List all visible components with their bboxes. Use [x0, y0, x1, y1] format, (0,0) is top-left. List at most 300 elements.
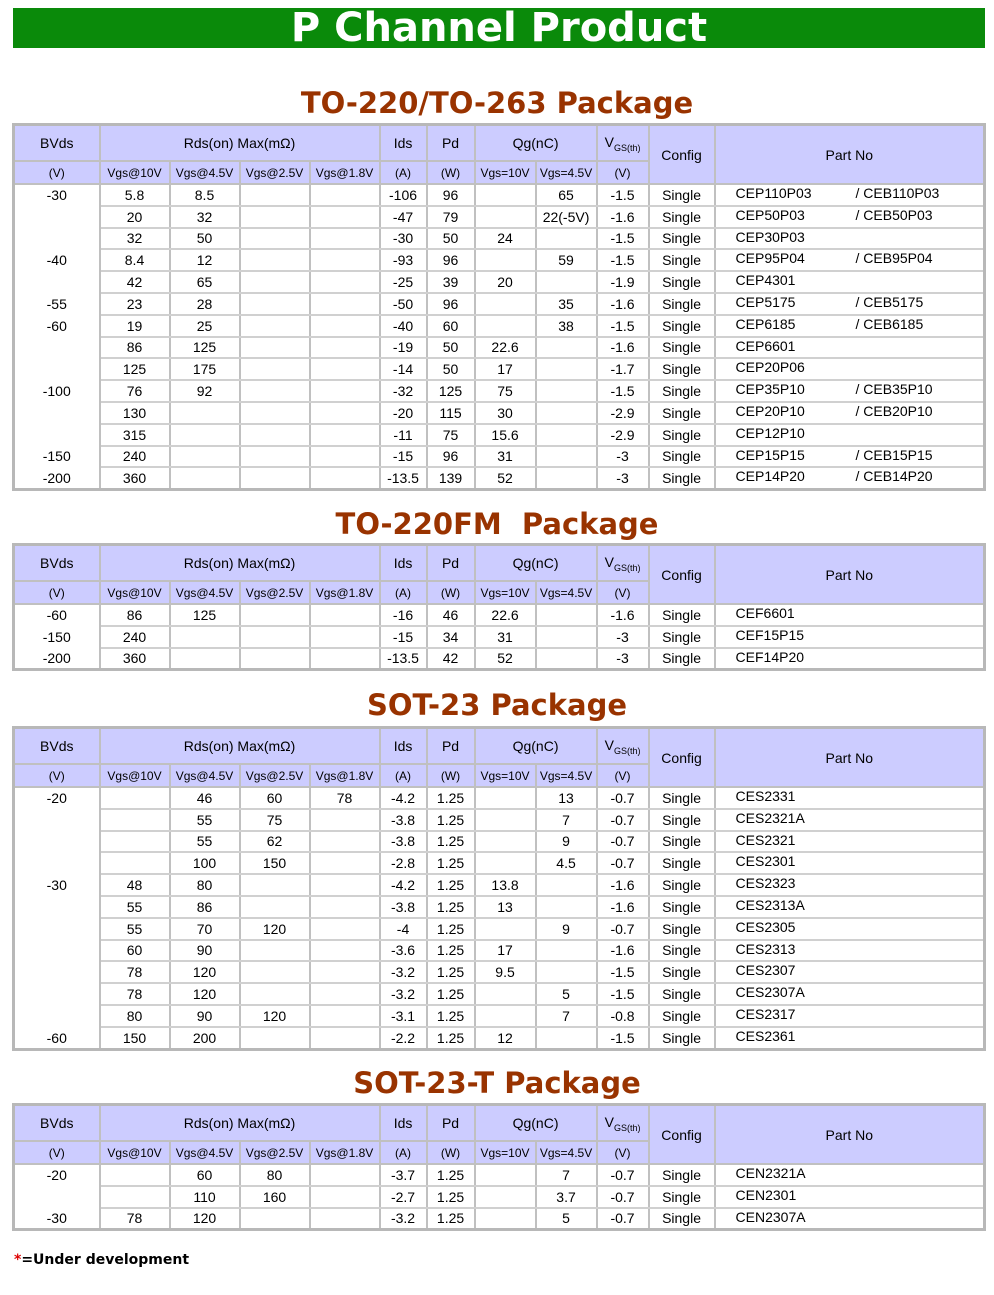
cell-pd: 46: [427, 604, 475, 626]
header-rds-on: Rds(on) Max(mΩ): [100, 125, 380, 162]
header-rds-sub: Vgs@4.5V: [170, 1141, 240, 1164]
cell-vgs-th: -1.5: [597, 249, 649, 271]
cell-part-no: [715, 983, 985, 1005]
part-number-primary: CEP6185: [735, 315, 796, 332]
cell-qg-10v: 31: [475, 446, 536, 468]
cell-bvds: -150: [14, 446, 100, 468]
cell-rds-2-5v: [240, 337, 310, 359]
header-vgs-unit: (V): [597, 161, 649, 184]
cell-rds-1-8v: [310, 446, 380, 468]
header-ids: Ids: [380, 545, 427, 582]
part-number-primary: CES2323: [735, 875, 796, 892]
header-qg-sub: Vgs=4.5V: [536, 581, 597, 604]
cell-config: Single: [649, 787, 715, 809]
cell-pd: 1.25: [427, 1027, 475, 1049]
cell-qg-4-5v: [536, 896, 597, 918]
cell-config: Single: [649, 446, 715, 468]
cell-vgs-th: -1.6: [597, 293, 649, 315]
cell-bvds: [14, 940, 100, 962]
cell-rds-2-5v: 80: [240, 1164, 310, 1186]
cell-rds-2-5v: [240, 648, 310, 670]
header-qg-sub: Vgs=10V: [475, 1141, 536, 1164]
cell-part-no: [715, 315, 985, 337]
cell-bvds: [14, 337, 100, 359]
cell-rds-4-5v: 200: [170, 1027, 240, 1049]
cell-part-no: [715, 831, 985, 853]
part-number-primary: CEN2307A: [735, 1208, 806, 1225]
header-rds-sub: Vgs@4.5V: [170, 581, 240, 604]
cell-rds-10v: [100, 1164, 170, 1186]
table-row: [14, 604, 985, 626]
header-rds-sub: Vgs@10V: [100, 161, 170, 184]
cell-config: Single: [649, 1186, 715, 1208]
cell-rds-10v: 86: [100, 604, 170, 626]
cell-part-no: [715, 402, 985, 424]
cell-rds-1-8v: [310, 809, 380, 831]
header-vgs-unit: (V): [597, 581, 649, 604]
cell-rds-1-8v: [310, 1208, 380, 1230]
cell-rds-1-8v: [310, 831, 380, 853]
cell-vgs-th: -1.5: [597, 184, 649, 206]
cell-rds-1-8v: [310, 896, 380, 918]
cell-part-no: [715, 896, 985, 918]
cell-rds-10v: 360: [100, 648, 170, 670]
header-config: Config: [649, 125, 715, 185]
cell-rds-2-5v: 120: [240, 918, 310, 940]
cell-pd: 50: [427, 228, 475, 250]
part-number-alternate: / CEB15P15: [855, 446, 933, 463]
cell-ids: -20: [380, 402, 427, 424]
cell-pd: 1.25: [427, 896, 475, 918]
cell-rds-10v: 23: [100, 293, 170, 315]
cell-rds-10v: 8.4: [100, 249, 170, 271]
cell-rds-1-8v: [310, 358, 380, 380]
header-vgs-th: [597, 545, 649, 582]
cell-pd: 1.25: [427, 1164, 475, 1186]
cell-vgs-th: -3: [597, 626, 649, 648]
cell-part-no: [715, 918, 985, 940]
cell-bvds: [14, 358, 100, 380]
cell-ids: -106: [380, 184, 427, 206]
cell-rds-10v: 5.8: [100, 184, 170, 206]
cell-rds-2-5v: [240, 467, 310, 489]
cell-rds-4-5v: 86: [170, 896, 240, 918]
cell-rds-4-5v: 80: [170, 874, 240, 896]
cell-rds-1-8v: [310, 206, 380, 228]
cell-bvds: [14, 228, 100, 250]
cell-bvds: -30: [14, 184, 100, 206]
cell-rds-10v: [100, 787, 170, 809]
cell-ids: -32: [380, 380, 427, 402]
cell-rds-1-8v: [310, 424, 380, 446]
cell-bvds: [14, 206, 100, 228]
cell-qg-10v: [475, 1164, 536, 1186]
part-number-primary: CEP30P03: [735, 228, 805, 245]
part-number-primary: CEF6601: [735, 605, 795, 621]
cell-part-no: [715, 961, 985, 983]
cell-pd: 1.25: [427, 918, 475, 940]
cell-qg-10v: 17: [475, 940, 536, 962]
cell-bvds: [14, 402, 100, 424]
cell-rds-10v: 240: [100, 446, 170, 468]
cell-config: Single: [649, 809, 715, 831]
table-row: [14, 402, 985, 424]
cell-part-no: [715, 380, 985, 402]
header-part-no: Part No: [715, 728, 985, 788]
cell-rds-4-5v: 110: [170, 1186, 240, 1208]
cell-config: Single: [649, 184, 715, 206]
cell-part-no: [715, 293, 985, 315]
table-row: [14, 206, 985, 228]
cell-rds-1-8v: [310, 940, 380, 962]
table-row: [14, 918, 985, 940]
cell-vgs-th: -1.5: [597, 1027, 649, 1049]
cell-ids: -3.8: [380, 809, 427, 831]
cell-pd: 1.25: [427, 874, 475, 896]
cell-qg-10v: 30: [475, 402, 536, 424]
cell-rds-2-5v: [240, 424, 310, 446]
part-number-primary: CEF15P15: [735, 626, 805, 643]
cell-rds-2-5v: 62: [240, 831, 310, 853]
cell-pd: 39: [427, 271, 475, 293]
cell-rds-10v: 78: [100, 961, 170, 983]
header-rds-sub: Vgs@10V: [100, 1141, 170, 1164]
cell-rds-10v: 78: [100, 1208, 170, 1230]
cell-part-no: [715, 337, 985, 359]
header-pd: Pd: [427, 545, 475, 582]
cell-rds-10v: 315: [100, 424, 170, 446]
cell-vgs-th: -0.7: [597, 831, 649, 853]
cell-vgs-th: -0.7: [597, 1208, 649, 1230]
cell-bvds: -30: [14, 1208, 100, 1230]
cell-rds-2-5v: [240, 626, 310, 648]
header-rds-sub: Vgs@2.5V: [240, 1141, 310, 1164]
cell-qg-4-5v: 9: [536, 918, 597, 940]
cell-rds-2-5v: [240, 358, 310, 380]
cell-config: Single: [649, 626, 715, 648]
cell-rds-10v: 150: [100, 1027, 170, 1049]
cell-rds-10v: [100, 852, 170, 874]
cell-config: Single: [649, 918, 715, 940]
header-rds-sub: Vgs@2.5V: [240, 764, 310, 787]
cell-qg-10v: [475, 315, 536, 337]
cell-rds-4-5v: 12: [170, 249, 240, 271]
cell-rds-1-8v: [310, 271, 380, 293]
cell-rds-10v: 130: [100, 402, 170, 424]
cell-vgs-th: -1.5: [597, 228, 649, 250]
cell-bvds: -200: [14, 467, 100, 489]
cell-rds-2-5v: [240, 271, 310, 293]
cell-config: Single: [649, 315, 715, 337]
cell-pd: 50: [427, 358, 475, 380]
part-number-primary: CES2313: [735, 940, 796, 957]
cell-rds-4-5v: 60: [170, 1164, 240, 1186]
table-row: [14, 1005, 985, 1027]
cell-pd: 79: [427, 206, 475, 228]
spec-table: [12, 726, 986, 1051]
table-row: [14, 1164, 985, 1186]
cell-bvds: [14, 1005, 100, 1027]
cell-ids: -14: [380, 358, 427, 380]
cell-rds-2-5v: [240, 206, 310, 228]
cell-pd: 96: [427, 184, 475, 206]
cell-qg-4-5v: [536, 380, 597, 402]
cell-qg-10v: 15.6: [475, 424, 536, 446]
cell-ids: -15: [380, 626, 427, 648]
cell-rds-4-5v: 65: [170, 271, 240, 293]
cell-ids: -50: [380, 293, 427, 315]
table-row: [14, 228, 985, 250]
cell-ids: -13.5: [380, 467, 427, 489]
header-ids-unit: (A): [380, 581, 427, 604]
header-rds-sub: Vgs@2.5V: [240, 581, 310, 604]
cell-vgs-th: -1.6: [597, 206, 649, 228]
cell-rds-2-5v: [240, 940, 310, 962]
part-number-primary: CES2305: [735, 918, 796, 935]
cell-qg-4-5v: [536, 604, 597, 626]
header-bvds-unit: (V): [14, 161, 100, 184]
cell-qg-10v: [475, 918, 536, 940]
cell-rds-1-8v: [310, 1164, 380, 1186]
cell-pd: 1.25: [427, 961, 475, 983]
cell-rds-1-8v: [310, 402, 380, 424]
cell-rds-4-5v: 90: [170, 1005, 240, 1027]
cell-ids: -4.2: [380, 787, 427, 809]
cell-rds-1-8v: [310, 648, 380, 670]
header-bvds: BVds: [14, 728, 100, 765]
cell-qg-4-5v: 59: [536, 249, 597, 271]
table-row: [14, 1027, 985, 1049]
cell-rds-4-5v: [170, 648, 240, 670]
cell-config: Single: [649, 402, 715, 424]
cell-ids: -3.7: [380, 1164, 427, 1186]
part-number-primary: CES2321: [735, 831, 796, 848]
part-number-primary: CEP14P20: [735, 468, 805, 485]
cell-rds-4-5v: [170, 402, 240, 424]
cell-rds-10v: 60: [100, 940, 170, 962]
cell-ids: -3.8: [380, 896, 427, 918]
part-number-primary: CEP4301: [735, 272, 796, 289]
cell-qg-10v: [475, 831, 536, 853]
cell-rds-2-5v: [240, 402, 310, 424]
cell-bvds: [14, 424, 100, 446]
cell-qg-4-5v: 4.5: [536, 852, 597, 874]
header-rds-sub: Vgs@1.8V: [310, 581, 380, 604]
part-number-alternate: / CEB6185: [855, 315, 924, 332]
cell-rds-10v: 55: [100, 918, 170, 940]
cell-qg-10v: 22.6: [475, 604, 536, 626]
cell-qg-4-5v: [536, 940, 597, 962]
table-row: [14, 787, 985, 809]
cell-vgs-th: -2.9: [597, 402, 649, 424]
part-number-primary: CEP35P10: [735, 381, 805, 398]
header-rds-sub: Vgs@2.5V: [240, 161, 310, 184]
header-pd-unit: (W): [427, 161, 475, 184]
table-row: [14, 467, 985, 489]
cell-vgs-th: -0.8: [597, 1005, 649, 1027]
header-pd: Pd: [427, 728, 475, 765]
asterisk-icon: *: [14, 1252, 22, 1268]
part-number-primary: CEN2301: [735, 1186, 797, 1203]
spec-table: [12, 543, 986, 671]
header-bvds-unit: (V): [14, 1141, 100, 1164]
cell-ids: -16: [380, 604, 427, 626]
part-number-primary: CEP20P06: [735, 359, 805, 376]
cell-rds-10v: 48: [100, 874, 170, 896]
part-number-alternate: / CEB5175: [855, 293, 924, 310]
header-rds-on: Rds(on) Max(mΩ): [100, 545, 380, 582]
table-row: [14, 874, 985, 896]
part-number-primary: CEF14P20: [735, 648, 805, 665]
header-rds-sub: Vgs@1.8V: [310, 161, 380, 184]
spec-table: [12, 123, 986, 491]
part-number-primary: CEP20P10: [735, 402, 805, 419]
cell-rds-4-5v: 50: [170, 228, 240, 250]
cell-vgs-th: -0.7: [597, 809, 649, 831]
header-rds-sub: Vgs@4.5V: [170, 161, 240, 184]
cell-bvds: -60: [14, 1027, 100, 1049]
header-qg: Qg(nC): [475, 125, 597, 162]
cell-rds-1-8v: [310, 604, 380, 626]
part-number-primary: CES2307A: [735, 984, 805, 1001]
cell-pd: 60: [427, 315, 475, 337]
header-vgs-th: [597, 125, 649, 162]
cell-qg-10v: [475, 852, 536, 874]
header-rds-sub: Vgs@4.5V: [170, 764, 240, 787]
table-row: [14, 809, 985, 831]
cell-ids: -3.6: [380, 940, 427, 962]
cell-rds-1-8v: [310, 852, 380, 874]
cell-vgs-th: -1.7: [597, 358, 649, 380]
header-qg-sub: Vgs=4.5V: [536, 764, 597, 787]
cell-config: Single: [649, 1208, 715, 1230]
cell-rds-4-5v: [170, 626, 240, 648]
cell-rds-4-5v: 46: [170, 787, 240, 809]
cell-pd: 75: [427, 424, 475, 446]
cell-vgs-th: -0.7: [597, 918, 649, 940]
cell-rds-1-8v: [310, 918, 380, 940]
cell-config: Single: [649, 271, 715, 293]
cell-bvds: -100: [14, 380, 100, 402]
cell-rds-10v: 78: [100, 983, 170, 1005]
cell-rds-10v: 32: [100, 228, 170, 250]
cell-qg-10v: 31: [475, 626, 536, 648]
header-qg-sub: Vgs=10V: [475, 581, 536, 604]
cell-qg-4-5v: 9: [536, 831, 597, 853]
cell-pd: 1.25: [427, 1005, 475, 1027]
table-row: [14, 424, 985, 446]
part-number-primary: CEP95P04: [735, 250, 805, 267]
cell-rds-2-5v: 150: [240, 852, 310, 874]
header-rds-sub: Vgs@10V: [100, 581, 170, 604]
cell-qg-10v: 17: [475, 358, 536, 380]
cell-vgs-th: -0.7: [597, 1164, 649, 1186]
cell-qg-10v: [475, 1208, 536, 1230]
part-number-primary: CES2317: [735, 1005, 796, 1022]
cell-part-no: [715, 874, 985, 896]
cell-config: Single: [649, 852, 715, 874]
header-ids-unit: (A): [380, 161, 427, 184]
cell-ids: -2.7: [380, 1186, 427, 1208]
cell-qg-10v: [475, 249, 536, 271]
cell-vgs-th: -1.5: [597, 961, 649, 983]
cell-qg-4-5v: 5: [536, 983, 597, 1005]
cell-rds-1-8v: [310, 961, 380, 983]
header-part-no: Part No: [715, 545, 985, 605]
cell-part-no: [715, 809, 985, 831]
cell-part-no: [715, 228, 985, 250]
cell-bvds: [14, 1186, 100, 1208]
table-row: [14, 446, 985, 468]
cell-bvds: -200: [14, 648, 100, 670]
header-vgs-subscript: GS(th): [613, 745, 641, 756]
cell-rds-10v: 80: [100, 1005, 170, 1027]
cell-bvds: -30: [14, 874, 100, 896]
cell-rds-2-5v: [240, 446, 310, 468]
cell-ids: -15: [380, 446, 427, 468]
cell-rds-1-8v: [310, 1186, 380, 1208]
table-row: [14, 337, 985, 359]
cell-qg-4-5v: 7: [536, 809, 597, 831]
cell-ids: -4: [380, 918, 427, 940]
cell-bvds: -20: [14, 787, 100, 809]
cell-pd: 1.25: [427, 852, 475, 874]
cell-rds-4-5v: 70: [170, 918, 240, 940]
cell-rds-4-5v: 125: [170, 337, 240, 359]
cell-vgs-th: -0.7: [597, 1186, 649, 1208]
cell-rds-2-5v: [240, 1208, 310, 1230]
cell-config: Single: [649, 1164, 715, 1186]
cell-part-no: [715, 940, 985, 962]
cell-qg-4-5v: [536, 358, 597, 380]
table-row: [14, 249, 985, 271]
table-row: [14, 1186, 985, 1208]
header-rds-on: Rds(on) Max(mΩ): [100, 728, 380, 765]
cell-part-no: [715, 1186, 985, 1208]
cell-rds-4-5v: 120: [170, 983, 240, 1005]
header-qg-sub: Vgs=4.5V: [536, 161, 597, 184]
cell-rds-1-8v: [310, 249, 380, 271]
cell-vgs-th: -1.9: [597, 271, 649, 293]
cell-pd: 50: [427, 337, 475, 359]
cell-qg-10v: 24: [475, 228, 536, 250]
cell-rds-1-8v: [310, 380, 380, 402]
cell-config: Single: [649, 896, 715, 918]
cell-rds-10v: 125: [100, 358, 170, 380]
cell-rds-2-5v: [240, 184, 310, 206]
cell-bvds: -40: [14, 249, 100, 271]
cell-qg-4-5v: [536, 961, 597, 983]
cell-ids: -3.2: [380, 1208, 427, 1230]
cell-pd: 1.25: [427, 831, 475, 853]
cell-ids: -93: [380, 249, 427, 271]
cell-rds-1-8v: [310, 1027, 380, 1049]
cell-vgs-th: -2.9: [597, 424, 649, 446]
cell-rds-2-5v: 120: [240, 1005, 310, 1027]
cell-qg-10v: 9.5: [475, 961, 536, 983]
cell-pd: 1.25: [427, 983, 475, 1005]
header-pd: Pd: [427, 1105, 475, 1142]
cell-part-no: [715, 1208, 985, 1230]
cell-rds-1-8v: [310, 874, 380, 896]
cell-rds-10v: 20: [100, 206, 170, 228]
cell-rds-10v: 360: [100, 467, 170, 489]
cell-part-no: [715, 1027, 985, 1049]
header-bvds-unit: (V): [14, 581, 100, 604]
part-number-alternate: / CEB95P04: [855, 250, 933, 267]
header-part-no: Part No: [715, 1105, 985, 1165]
cell-ids: -11: [380, 424, 427, 446]
